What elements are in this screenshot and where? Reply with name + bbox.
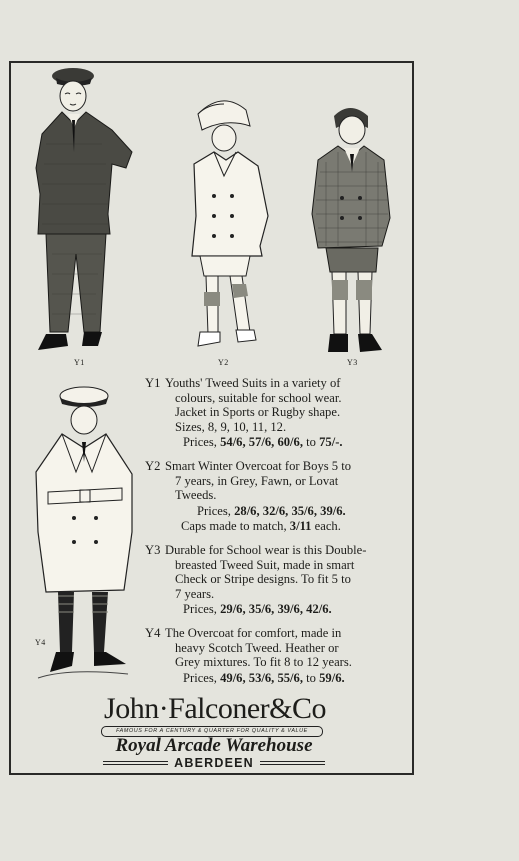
entry-y4-prices: Prices, 49/6, 53/6, 55/6, to 59/6. bbox=[183, 670, 345, 685]
entry-y3-heading: Y3 Durable for School wear is this Double- bbox=[145, 543, 367, 557]
illustration-y2-boy-overcoat bbox=[184, 96, 272, 356]
illustration-y3-boy-suit bbox=[306, 102, 394, 356]
entry-y3-line-2: breasted Tweed Suit, made in smart bbox=[175, 557, 355, 572]
entry-y2 bbox=[145, 459, 397, 534]
divider-right bbox=[260, 761, 325, 765]
entry-y3-line-4: 7 years. bbox=[175, 586, 215, 601]
divider-left bbox=[103, 761, 168, 765]
caption-y2: Y2 bbox=[218, 358, 229, 367]
entry-y1-line-3: Jacket in Sports or Rugby shape. bbox=[175, 405, 341, 420]
entry-y1 bbox=[145, 376, 397, 450]
city-banner bbox=[103, 755, 325, 771]
entry-y4-heading: Y4 The Overcoat for comfort, made in bbox=[145, 626, 342, 640]
entry-y2-line-3: Tweeds. bbox=[175, 488, 217, 503]
entry-y2-prices: Prices, 28/6, 32/6, 35/6, 39/6. bbox=[197, 503, 346, 518]
entry-y2-heading: Y2 Smart Winter Overcoat for Boys 5 to bbox=[145, 459, 352, 473]
entry-y2-line-2: 7 years, in Grey, Fawn, or Lovat bbox=[175, 473, 339, 488]
warehouse-name: Royal Arcade Warehouse bbox=[115, 735, 313, 756]
entry-y1-prices: Prices, 54/6, 57/6, 60/6, to 75/-. bbox=[183, 435, 343, 450]
firm-tagline: FAMOUS FOR A CENTURY & QUARTER FOR QUALITY & VALUE bbox=[101, 726, 323, 737]
entry-y4-line-2: heavy Scotch Tweed. Heather or bbox=[175, 640, 339, 655]
entry-y3-prices: Prices, 29/6, 35/6, 39/6, 42/6. bbox=[183, 602, 332, 617]
city-name: ABERDEEN bbox=[174, 756, 254, 770]
caption-y3: Y3 bbox=[347, 358, 358, 367]
entry-y4-line-3: Grey mixtures. To fit 8 to 12 years. bbox=[175, 655, 352, 670]
entry-y1-heading: Y1 Youths' Tweed Suits in a variety of bbox=[145, 376, 341, 390]
illustration-y1-youth-suit bbox=[32, 64, 142, 360]
firm-name: John·Falconer&Co bbox=[104, 692, 326, 725]
caption-y1: Y1 bbox=[74, 358, 85, 367]
entry-y3-line-3: Check or Stripe designs. To fit 5 to bbox=[175, 572, 351, 587]
entry-y2-caps: Caps made to match, 3/11 each. bbox=[181, 519, 341, 534]
entry-y3 bbox=[145, 543, 397, 617]
entry-y1-line-4: Sizes, 8, 9, 10, 11, 12. bbox=[175, 419, 287, 434]
entry-y4 bbox=[145, 626, 397, 685]
entry-y1-line-2: colours, suitable for school wear. bbox=[175, 390, 342, 405]
caption-y4: Y4 bbox=[35, 638, 46, 647]
